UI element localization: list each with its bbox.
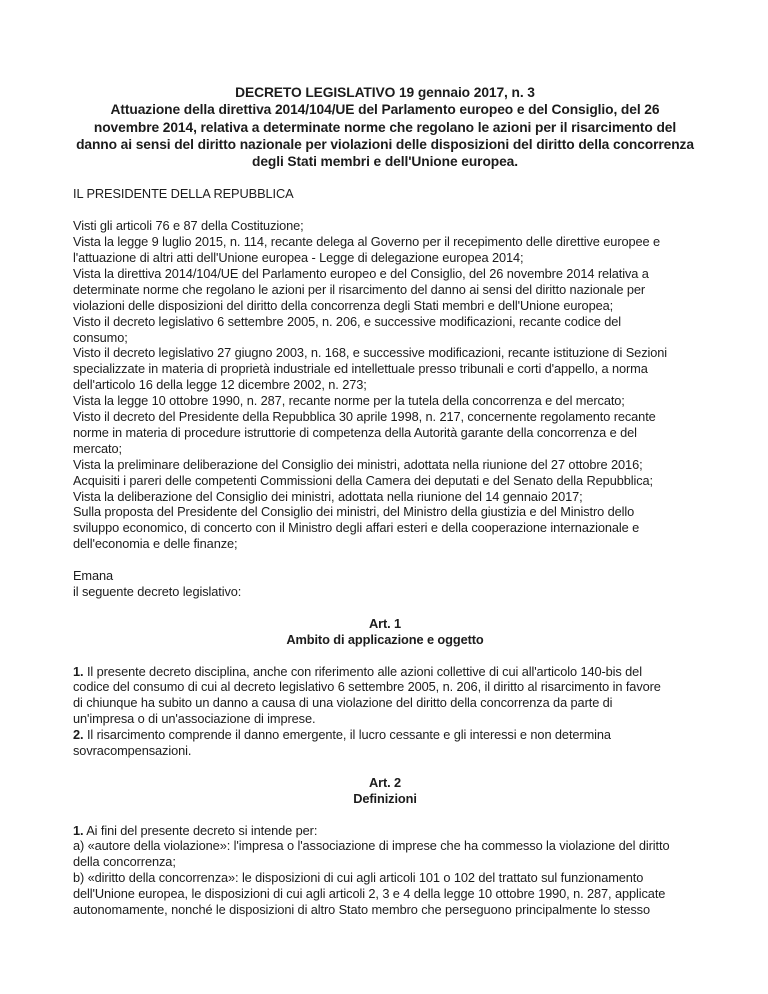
text-line: Ambito di applicazione e oggetto (286, 631, 484, 647)
text-line: Attuazione della direttiva 2014/104/UE del Parlamento europeo e del Consiglio, del 26 (110, 102, 660, 118)
text-line: Vista la legge 10 ottobre 1990, n. 287, recante norme per la tutela della concorrenza e del mercato; (73, 393, 625, 409)
article-2-heading (73, 775, 697, 807)
text-line: Visto il decreto legislativo 27 giugno 2003, n. 168, e successive modificazioni, recante istituzione di Sezioni (73, 345, 668, 361)
text-line: Visto il decreto del Presidente della Repubblica 30 aprile 1998, n. 217, concernente regolamento recante (73, 409, 656, 425)
document-content (73, 84, 697, 918)
article-1-body (73, 664, 697, 759)
text-line: 1. Il presente decreto disciplina, anche con riferimento alle azioni collettive di cui all'articolo 140-bis del (73, 663, 642, 679)
text-line: consumo; (73, 329, 128, 345)
text-line: Vista la direttiva 2014/104/UE del Parlamento europeo e del Consiglio, del 26 novembre 2014 relativa a (73, 265, 649, 281)
text-line: sovracompensazioni. (73, 743, 192, 759)
text-line: norme in materia di procedure istruttorie di competenza della Autorità garante della concorrenza e del (73, 424, 637, 440)
text-line: Acquisiti i pareri delle competenti Commissioni della Camera dei deputati e del Senato della Repubblica; (73, 472, 654, 488)
text-line: b) «diritto della concorrenza»: le disposizioni di cui agli articoli 101 o 102 del trattato sul funzionamento (73, 870, 644, 886)
text-line: degli Stati membri e dell'Unione europea. (252, 154, 518, 170)
text-line: IL PRESIDENTE DELLA REPUBBLICA (73, 186, 294, 202)
text-line: novembre 2014, relativa a determinate norme che regolano le azioni per il risarcimento del (93, 119, 677, 135)
text-line: dell'Unione europea, le disposizioni di cui agli articoli 2, 3 e 4 della legge 10 ottobre 1990, n. 287, applicate (73, 886, 666, 902)
text-line: Emana (73, 568, 114, 584)
text-line: Visti gli articoli 76 e 87 della Costituzione; (73, 218, 304, 234)
preamble (73, 218, 697, 552)
text-line: il seguente decreto legislativo: (73, 584, 242, 599)
text-line: dell'articolo 16 della legge 12 dicembre 2002, n. 273; (73, 377, 367, 393)
text-line: determinate norme che regolano le azioni per il risarcimento del danno ai sensi del diritto nazionale per (73, 281, 646, 297)
text-line: violazioni delle disposizioni del diritto della concorrenza degli Stati membri e dell'Unione europea; (73, 297, 614, 313)
article-1-heading (73, 616, 697, 648)
text-line: Vista la preliminare deliberazione del Consiglio dei ministri, adottata nella riunione del 27 ottobre 2016; (73, 456, 643, 472)
emana (73, 568, 697, 600)
text-line: Vista la deliberazione del Consiglio dei ministri, adottata nella riunione del 14 gennaio 2017; (73, 488, 583, 504)
text-line: l'attuazione di altri atti dell'Unione europea - Legge di delegazione europea 2014; (73, 249, 524, 265)
decree-title (73, 84, 697, 170)
text-line: Art. 1 (368, 615, 402, 631)
text-line: a) «autore della violazione»: l'impresa o l'associazione di imprese che ha commesso la violazione del diritto (73, 838, 670, 854)
text-line: specializzate in materia di proprietà industriale ed intellettuale presso tribunali e corti d'appello, a norma (73, 361, 648, 377)
president-heading (73, 186, 697, 202)
text-line: un'impresa o di un'associazione di imprese. (73, 711, 316, 727)
text-line: DECRETO LEGISLATIVO 19 gennaio 2017, n. 3 (235, 85, 535, 100)
text-line: Visto il decreto legislativo 6 settembre 2005, n. 206, e successive modificazioni, recante codice del (73, 313, 622, 329)
text-line: Vista la legge 9 luglio 2015, n. 114, recante delega al Governo per il recepimento delle direttive europee e (73, 234, 661, 250)
text-line: danno ai sensi del diritto nazionale per violazioni delle disposizioni del diritto della concorrenza (76, 136, 694, 152)
text-line: 2. Il risarcimento comprende il danno emergente, il lucro cessante e gli interessi e non determina (73, 727, 611, 743)
text-line: 1. Ai fini del presente decreto si intende per: (73, 822, 318, 838)
text-line: dell'economia e delle finanze; (73, 536, 238, 552)
article-2-body (73, 823, 697, 918)
text-line: Art. 2 (368, 774, 402, 790)
text-line: Definizioni (353, 790, 417, 806)
text-line: codice del consumo di cui al decreto legislativo 6 settembre 2005, n. 206, il diritto al risarcimento in favore (73, 679, 661, 695)
text-line: sviluppo economico, di concerto con il Ministro degli affari esteri e della cooperazione internazionale e (73, 520, 640, 536)
text-line: della concorrenza; (73, 854, 176, 870)
text-line: autonomamente, nonché le disposizioni di altro Stato membro che perseguono principalmente lo stesso (73, 902, 650, 918)
text-line: Sulla proposta del Presidente del Consiglio dei ministri, del Ministro della giustizia e del Ministro dello (73, 504, 635, 520)
text-line: mercato; (73, 440, 122, 456)
text-line: di chiunque ha subito un danno a causa di una violazione del diritto della concorrenza da parte di (73, 695, 613, 711)
